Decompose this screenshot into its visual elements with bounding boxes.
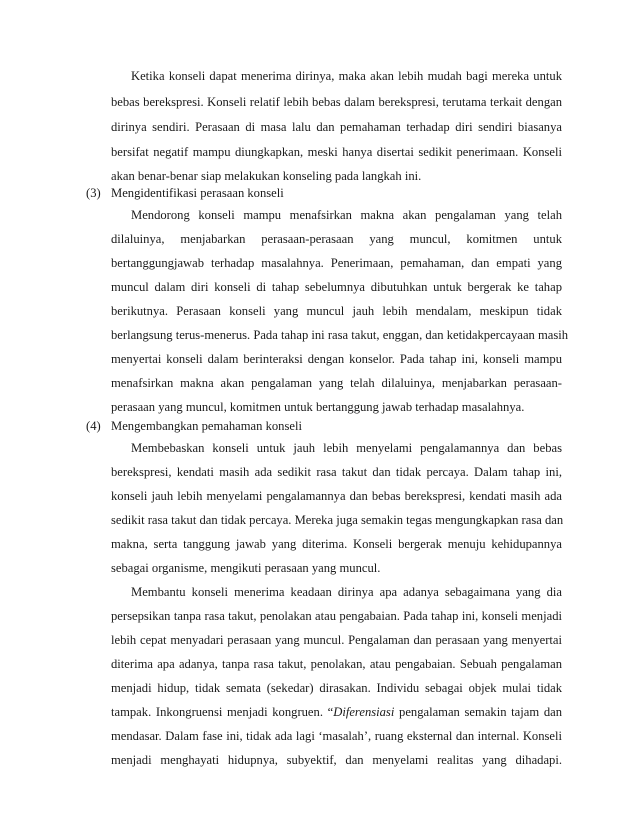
paragraph-line: bebas berekspresi. Konseli relatif lebih bebas dalam berekspresi, terutama terkait dengan: [111, 95, 562, 109]
section-number: (3): [86, 186, 101, 200]
paragraph-line: konseli jauh lebih menyelami pengalamannya dan bebas berekspresi, kendati masih ada: [111, 489, 562, 503]
paragraph-line: dilaluinya, menjabarkan perasaan-perasaan yang muncul, komitmen untuk: [111, 232, 562, 246]
paragraph-line: diterima apa adanya, tanpa rasa takut, penolakan, atau pengabaian. Sebuah pengalaman: [111, 657, 562, 671]
paragraph-line: berekspresi, kendati masih ada sedikit rasa takut dan tidak percaya. Dalam tahap ini,: [111, 465, 562, 479]
paragraph-line: perasaan yang muncul, komitmen untuk bertanggung jawab terhadap masalahnya.: [111, 400, 525, 414]
paragraph-line: menjadi menghayati hidupnya, subyektif, dan menyelami realitas yang dihadapi.: [111, 753, 562, 767]
italic-term: Diferensiasi: [333, 705, 395, 719]
paragraph-line: Mendorong konseli mampu menafsirkan makna akan pengalaman yang telah: [131, 208, 562, 222]
paragraph-line: menyertai konseli dalam berinteraksi dengan konselor. Pada tahap ini, konseli mampu: [111, 352, 562, 366]
paragraph-line: Ketika konseli dapat menerima dirinya, maka akan lebih mudah bagi mereka untuk: [131, 69, 562, 83]
section-heading-3: [86, 181, 284, 205]
paragraph-line: persepsikan tanpa rasa takut, penolakan atau pengabaian. Pada tahap ini, konseli menjadi: [111, 609, 562, 623]
paragraph-line: Membebaskan konseli untuk jauh lebih menyelami pengalamannya dan bebas: [131, 441, 562, 455]
paragraph-text: pengalaman semakin tajam dan: [394, 705, 562, 719]
section-title: Mengidentifikasi perasaan konseli: [111, 186, 284, 200]
paragraph-line: dirinya sendiri. Perasaan di masa lalu dan pemahaman terhadap diri sendiri biasanya: [111, 120, 562, 134]
paragraph-line: lebih cepat menyadari perasaan yang muncul. Pengalaman dan perasaan yang menyertai: [111, 633, 562, 647]
paragraph-line: [111, 700, 562, 724]
paragraph-line: bertanggungjawab terhadap masalahnya. Penerimaan, pemahaman, dan empati yang: [111, 256, 562, 270]
paragraph-line: akan benar-benar siap melakukan konseling pada langkah ini.: [111, 169, 422, 183]
paragraph-line: menjadi hidup, tidak semata (sekedar) dirasakan. Individu sebagai objek mulai tidak: [111, 681, 562, 695]
paragraph-line: makna, serta tanggung jawab yang diterima. Konseli bergerak menuju kehidupannya: [111, 537, 562, 551]
paragraph-line: Membantu konseli menerima keadaan dirinya apa adanya sebagaimana yang dia: [131, 585, 562, 599]
paragraph-line: bersifat negatif mampu diungkapkan, meski hanya disertai sedikit penerimaan. Konseli: [111, 145, 562, 159]
paragraph-line: berikutnya. Perasaan konseli yang muncul jauh lebih mendalam, meskipun tidak: [111, 304, 562, 318]
paragraph-line: mendasar. Dalam fase ini, tidak ada lagi ‘masalah’, ruang eksternal dan internal. Konseli: [111, 729, 562, 743]
section-heading-4: [86, 414, 302, 438]
paragraph-line: berlangsung terus-menerus. Pada tahap ini rasa takut, enggan, dan ketidakpercayaan masih: [111, 328, 569, 342]
paragraph-text: tampak. Inkongruensi menjadi kongruen. “: [111, 705, 334, 719]
paragraph-line: muncul dalam diri konseli di tahap sebelumnya dibutuhkan untuk bergerak ke tahap: [111, 280, 562, 294]
paragraph-line: sebagai organisme, mengikuti perasaan yang muncul.: [111, 561, 381, 575]
paragraph-line: sedikit rasa takut dan tidak percaya. Mereka juga semakin tegas mengungkapkan rasa dan: [111, 513, 564, 527]
paragraph-line: menafsirkan makna akan pengalaman yang telah dilaluinya, menjabarkan perasaan-: [111, 376, 562, 390]
section-title: Mengembangkan pemahaman konseli: [111, 419, 302, 433]
section-number: (4): [86, 419, 101, 433]
